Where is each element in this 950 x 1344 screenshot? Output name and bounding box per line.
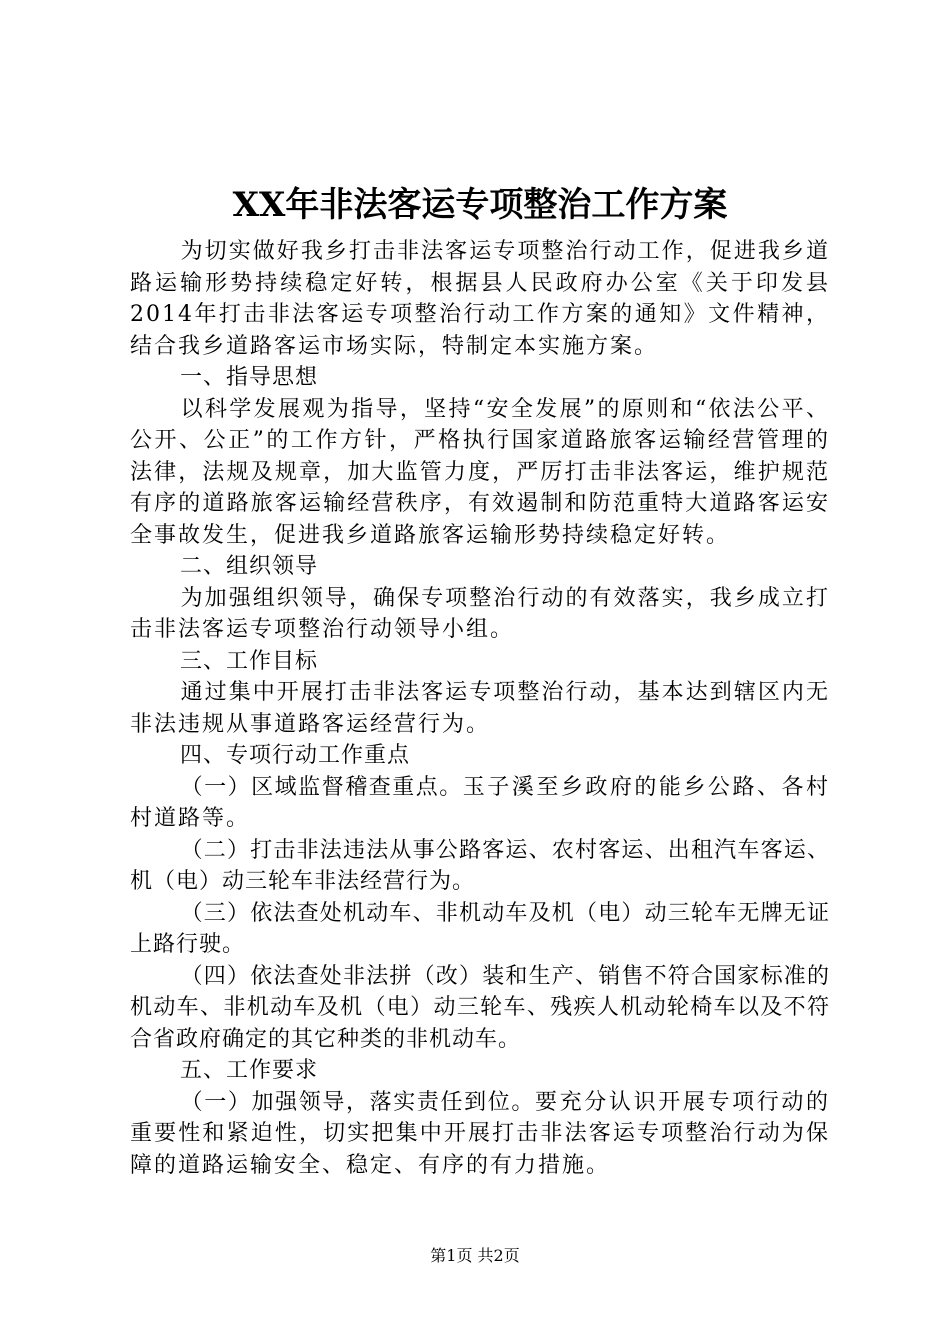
page-footer: 第1页 共2页 xyxy=(430,1246,520,1265)
section-heading-goals: 三、工作目标 xyxy=(180,648,319,674)
section-heading-guiding-ideology: 一、指导思想 xyxy=(180,365,319,390)
key-point-item-1-rest: 玉子溪至乡政府的能乡公路、各村村道路等。 xyxy=(130,774,830,831)
section-body-guiding-ideology: 以科学发展观为指导，坚持“安全发展”的原则和“依法公平、公开、公正”的工作方针，严格执行国家道路旅客运输经营管理的法律，法规及规章，加大监管力度，严厉打击非法客运，维护规范有序的道路旅客运输经营秩序，有效遏制和防范重特大道路客运安全事故发生，促进我乡道路旅客运输形势持续稳定好转。 xyxy=(130,396,830,548)
document-title: XX年非法客运专项整治工作方案 xyxy=(232,185,728,225)
requirement-item-1-lead: （一）加强领导，落实责任到位。 xyxy=(180,1089,536,1115)
intro-paragraph: 为切实做好我乡打击非法客运专项整治行动工作，促进我乡道路运输形势持续稳定好转，根据县人民政府办公室《关于印发县2014年打击非法客运专项整治行动工作方案的通知》文件精神，结合我乡道路客运市场实际，特制定本实施方案。 xyxy=(130,239,830,359)
key-point-item-1-lead: （一）区域监督稽查重点。 xyxy=(180,774,463,800)
section-heading-key-points: 四、专项行动工作重点 xyxy=(180,743,411,768)
key-point-item-4: （四）依法查处非法拼（改）装和生产、销售不符合国家标准的机动车、非机动车及机（电）动三轮车、残疾人机动轮椅车以及不符合省政府确定的其它种类的非机动车。 xyxy=(130,963,830,1052)
key-point-item-2: （二）打击非法违法从事公路客运、农村客运、出租汽车客运、机（电）动三轮车非法经营行为。 xyxy=(130,837,830,894)
section-heading-requirements: 五、工作要求 xyxy=(180,1058,319,1083)
key-point-item-3: （三）依法查处机动车、非机动车及机（电）动三轮车无牌无证上路行驶。 xyxy=(130,900,830,957)
section-heading-organization: 二、组织领导 xyxy=(180,554,319,579)
requirement-item-1 xyxy=(130,1087,830,1182)
section-body-goals: 通过集中开展打击非法客运专项整治行动，基本达到辖区内无非法违规从事道路客运经营行为。 xyxy=(130,680,830,737)
document-page xyxy=(130,180,830,1181)
section-body-organization: 为加强组织领导，确保专项整治行动的有效落实，我乡成立打击非法客运专项整治行动领导小组。 xyxy=(130,585,830,642)
key-point-item-1 xyxy=(130,772,830,835)
requirement-item-1-rest: 要充分认识开展专项行动的重要性和紧迫性，切实把集中开展打击非法客运专项整治行动为保障的道路运输安全、稳定、有序的有力措施。 xyxy=(130,1089,830,1178)
